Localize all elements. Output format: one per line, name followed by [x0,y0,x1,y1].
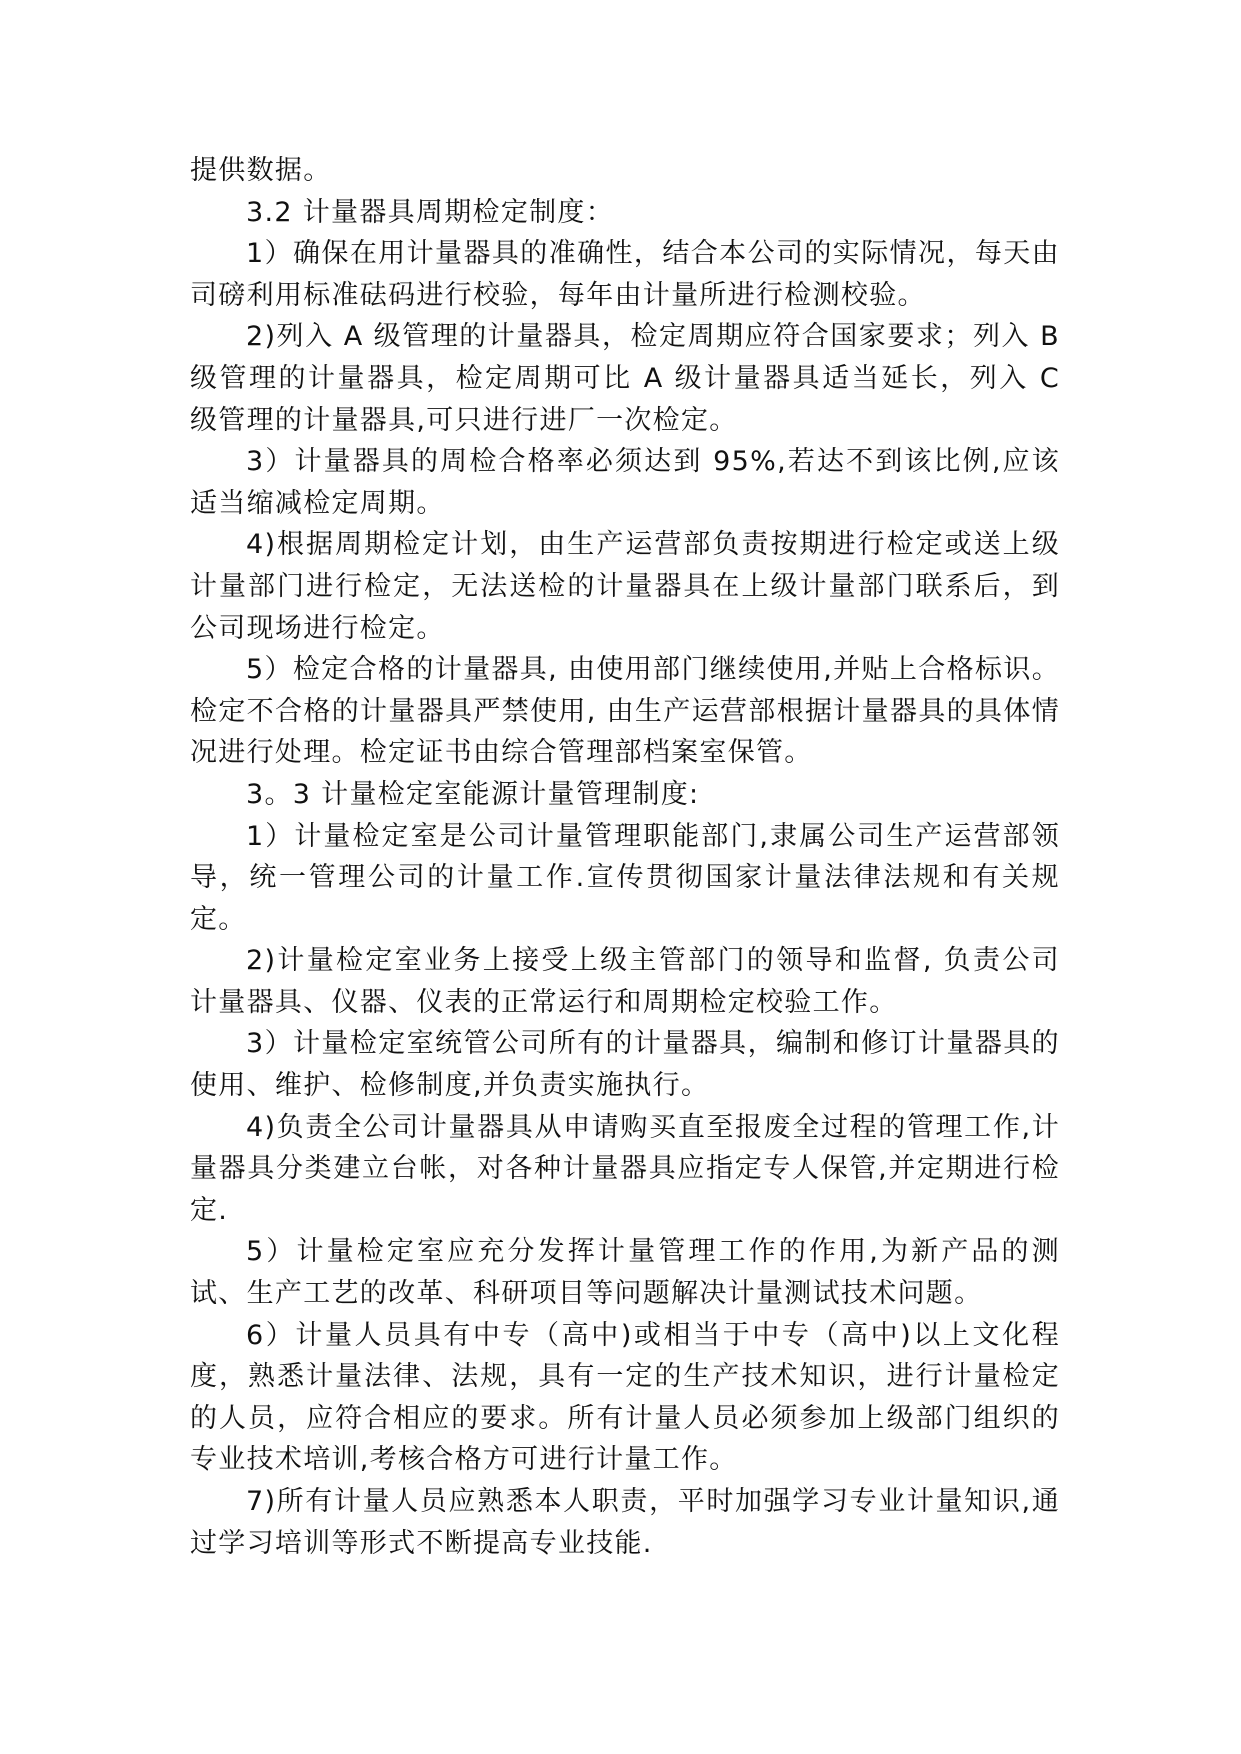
paragraph-continuation: 提供数据。 [190,155,332,186]
paragraph-3-3-item-3: 3）计量检定室统管公司所有的计量器具，编制和修订计量器具的使用、维护、检修制度,并负责实施执行。 [190,1028,1060,1102]
paragraph-3-2-item-4: 4)根据周期检定计划，由生产运营部负责按期进行检定或送上级计量部门进行检定，无法送检的计量器具在上级计量部门联系后，到公司现场进行检定。 [190,529,1060,644]
paragraph-3-3-item-4: 4)负责全公司计量器具从申请购买直至报废全过程的管理工作,计量器具分类建立台帐，对各种计量器具应指定专人保管,并定期进行检定. [190,1111,1060,1226]
section-heading-3-2: 3.2 计量器具周期检定制度： [246,196,615,228]
paragraph-3-2-item-2: 2)列入 A 级管理的计量器具，检定周期应符合国家要求；列入 B 级管理的计量器具，检定周期可比 A 级计量器具适当延长，列入 C 级管理的计量器具,可只进行进厂一次检定。 [190,321,1060,436]
paragraph-3-3-item-7: 7)所有计量人员应熟悉本人职责，平时加强学习专业计量知识,通过学习培训等形式不断提高专业技能. [190,1486,1060,1559]
paragraph-3-2-item-3: 3）计量器具的周检合格率必须达到 95%,若达不到该比例,应该适当缩减检定周期。 [190,446,1060,519]
section-heading-3-3: 3。3 计量检定室能源计量管理制度: [246,778,700,810]
paragraph-3-2-item-5: 5）检定合格的计量器具, 由使用部门继续使用,并贴上合格标识。检定不合格的计量器具严禁使用, 由生产运营部根据计量器具的具体情况进行处理。检定证书由综合管理部档案室保管。 [190,654,1060,769]
paragraph-3-3-item-6: 6）计量人员具有中专（高中)或相当于中专（高中)以上文化程度，熟悉计量法律、法规，具有一定的生产技术知识，进行计量检定的人员，应符合相应的要求。所有计量人员必须参加上级部门组织的专业技术培训,考核合格方可进行计量工作。 [190,1319,1060,1476]
paragraph-3-3-item-1: 1）计量检定室是公司计量管理职能部门,隶属公司生产运营部领导，统一管理公司的计量工作.宣传贯彻国家计量法律法规和有关规定。 [190,820,1060,935]
paragraph-3-3-item-2: 2)计量检定室业务上接受上级主管部门的领导和监督, 负责公司计量器具、仪器、仪表的正常运行和周期检定校验工作。 [190,945,1060,1018]
paragraph-3-3-item-5: 5）计量检定室应充分发挥计量管理工作的作用,为新产品的测试、生产工艺的改革、科研项目等问题解决计量测试技术问题。 [190,1236,1060,1310]
paragraph-3-2-item-1: 1）确保在用计量器具的准确性，结合本公司的实际情况，每天由司磅利用标准砝码进行校验，每年由计量所进行检测校验。 [190,238,1060,311]
document-body [190,150,1060,1564]
